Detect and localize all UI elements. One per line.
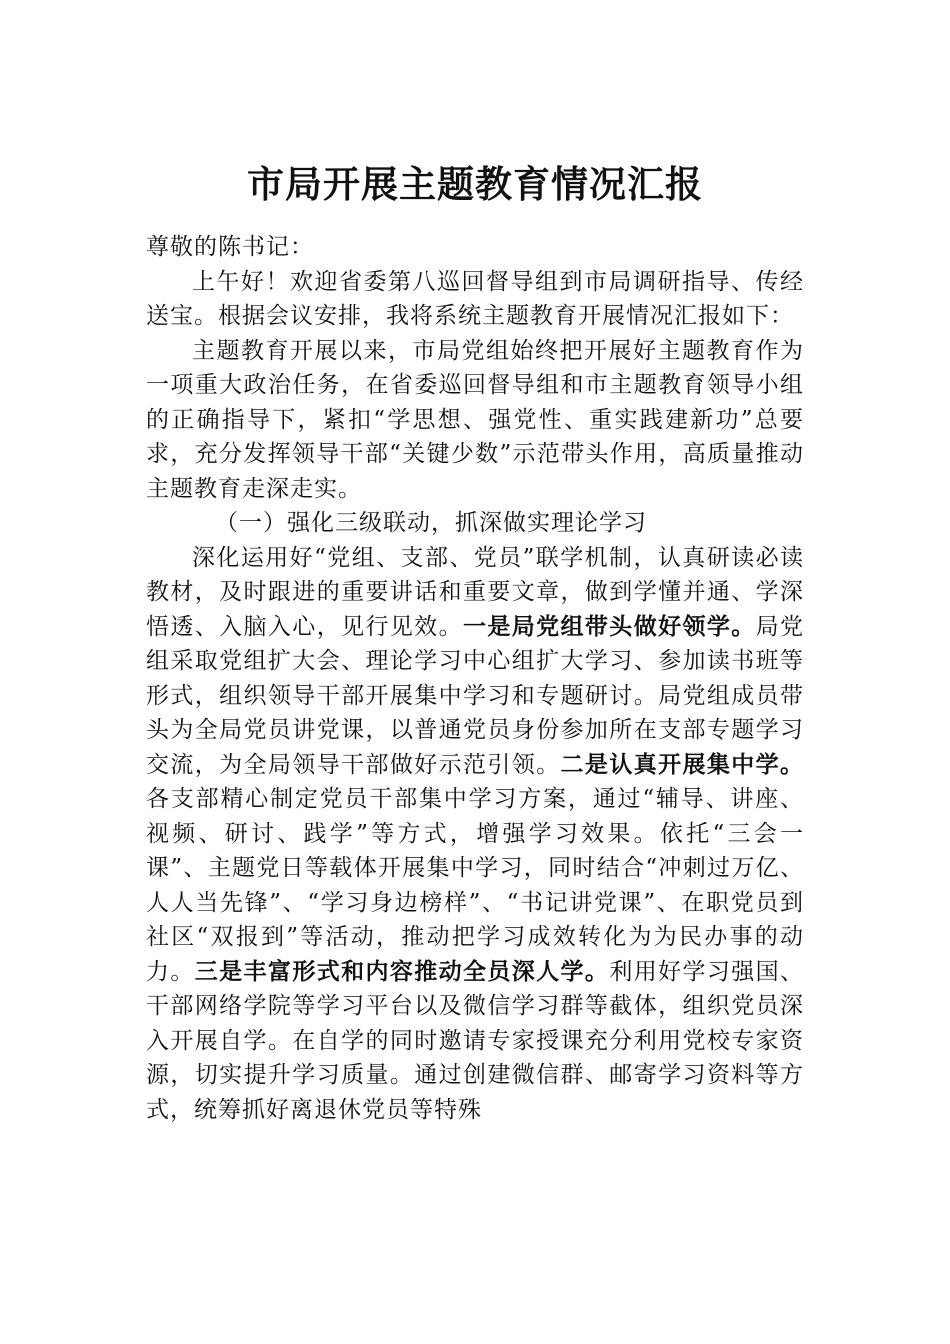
salutation: 尊敬的陈书记： <box>146 234 314 260</box>
document-title: 市局开展主题教育情况汇报 <box>247 162 703 206</box>
paragraph-greeting: 上午好！欢迎省委第八巡回督导组到市局调研指导、传经送宝。根据会议安排，我将系统主题教育开展情况汇报如下： <box>146 268 804 329</box>
point-3-text: 利用好学习强国、干部网络学院等学习平台以及微信学习群等截体，组织党员深入开展自学。在自学的同时邀请专家授课充分利用党校专家资源，切实提升学习质量。通过创建微信群、邮寄学习资料等方式，统筹抓好离退休党员等特殊 <box>146 958 805 1123</box>
paragraph-overview: 主题教育开展以来，市局党组始终把开展好主题教育作为一项重大政治任务，在省委巡回督导组和市主题教育领导小组的正确指导下，紧扣“学思想、强党性、重实践建新功”总要求，充分发挥领导干部“关键少数”示范带头作用，高质量推动主题教育走深走实。 <box>146 337 804 502</box>
document-body <box>146 230 804 1127</box>
paragraph-theory-study <box>146 541 804 1128</box>
point-1-text: 局党组采取党组扩大会、理论学习中心组扩大学习、参加读书班等形式，组织领导干部开展集中学习和专题研讨。局党组成员带头为全局党员讲党课，以普通党员身份参加所在支部专题学习交流，为全局领导干部做好示范引领。 <box>146 613 805 778</box>
paragraph-intro-text: 深化运用好“党组、支部、党员”联学机制，认真研读必读教材，及时跟进的重要讲话和重要文章，做到学懂并通、学深悟透、入脑入心，见行见效。 <box>146 544 804 640</box>
point-2-title: 二是认真开展集中学。 <box>560 751 805 778</box>
point-3-title: 三是丰富形式和内容推动全员深人学。 <box>194 958 610 985</box>
point-2-text: 各支部精心制定党员干部集中学习方案，通过“辅导、讲座、视频、研讨、践学”等方式，增强学习效果。依托“三会一课”、主题党日等载体开展集中学习，同时结合“冲刺过万亿、人人当先锋”、“学习身边榜样”、“书记讲党课”、在职党员到社区“双报到”等活动，推动把学习成效转化为为民办事的动力。 <box>146 786 804 985</box>
point-1-title: 一是局党组带头做好领学。 <box>463 613 756 640</box>
section-heading-1: （一）强化三级联动，抓深做实理论学习 <box>215 510 647 536</box>
